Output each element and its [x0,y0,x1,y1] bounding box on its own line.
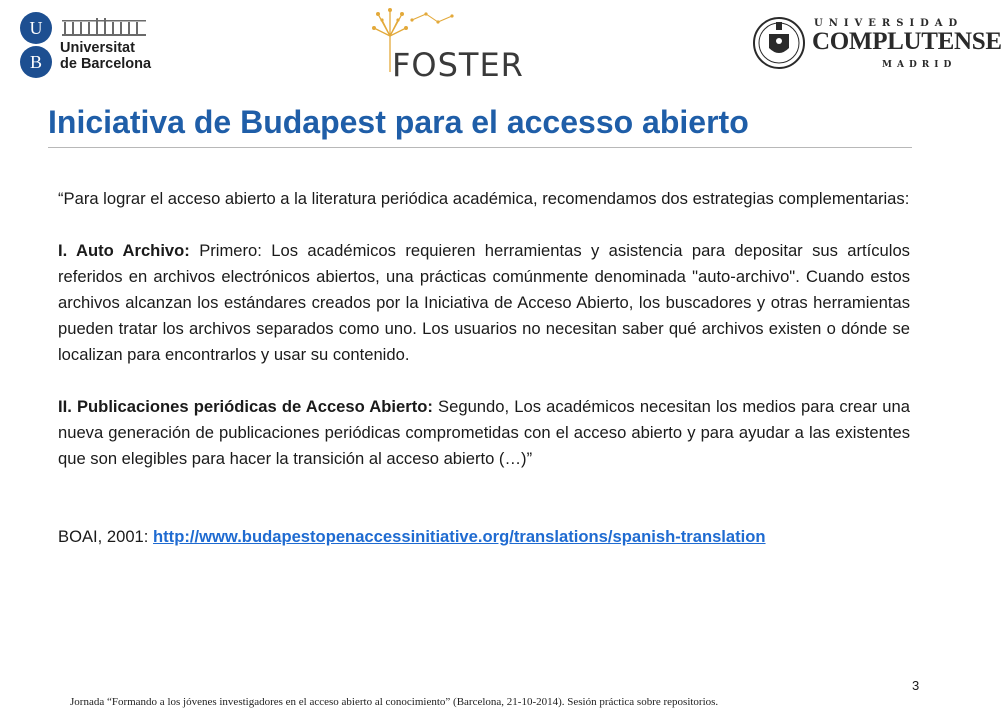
strategy-1-text: Primero: Los académicos requieren herramientas y asistencia para depositar sus artículos referidos en archivos electrónicos abiertos, una prácticas comúnmente denominada "auto-archivo". Cuando estos archivos alcanzan los estándares creados por la Iniciativa de Acceso Abierto, los buscadores y otras herramientas pueden tratar los archivos separados como uno. Los usuarios no necesitan saber qué archivos existen o dónde se localizan para encontrarlos y usar su contenido. [58,241,910,364]
strategy-2-heading: II. Publicaciones periódicas de Acceso Abierto: [58,397,433,416]
citation-link[interactable]: http://www.budapestopenaccessinitiative.org/translations/spanish-translation [153,527,766,546]
ub-name-line2: de Barcelona [60,56,152,72]
slide-title: Iniciativa de Budapest para el accesso abierto [48,104,749,140]
citation [58,524,910,550]
strategy-1-heading: I. Auto Archivo: [58,241,190,260]
intro-paragraph: “Para lograr el acceso abierto a la literatura periódica académica, recomendamos dos estrategias complementarias: [58,189,910,208]
strategy-2-text: Segundo, Los académicos necesitan los medios para crear una nueva generación de publicaciones periódicas comprometidas con el acceso abierto y para ayudar a las existentes que son elegibles para hacer la transición al acceso abierto (…)” [58,397,910,468]
ub-name [60,40,151,72]
slide-body [58,186,910,550]
page-number: 3 [912,678,920,693]
svg-text:U: U [29,18,43,38]
ub-emblem-icon [18,10,54,80]
ucm-logo [752,12,1002,82]
foster-wordmark: FOSTER [392,46,524,84]
svg-text:B: B [29,52,43,72]
ucm-city-text: MADRID [882,60,957,70]
foster-logo [368,6,524,84]
ub-logo [18,10,158,80]
ucm-top-text: UNIVERSIDAD [814,18,964,29]
citation-prefix: BOAI, 2001: [58,527,154,546]
strategy-1-paragraph [58,238,910,368]
footer-text: Jornada “Formando a los jóvenes investigadores en el acceso abierto al conocimiento” (Barcelona, 21-10-2014). Sesión práctica sobre repositorios. [70,696,719,708]
title-divider [48,147,912,148]
ucm-wordmark: COMPLUTENSE [812,28,1002,55]
strategy-2-paragraph [58,394,910,472]
ub-name-line1: Universitat [60,40,135,56]
ucm-seal-icon [752,12,806,74]
